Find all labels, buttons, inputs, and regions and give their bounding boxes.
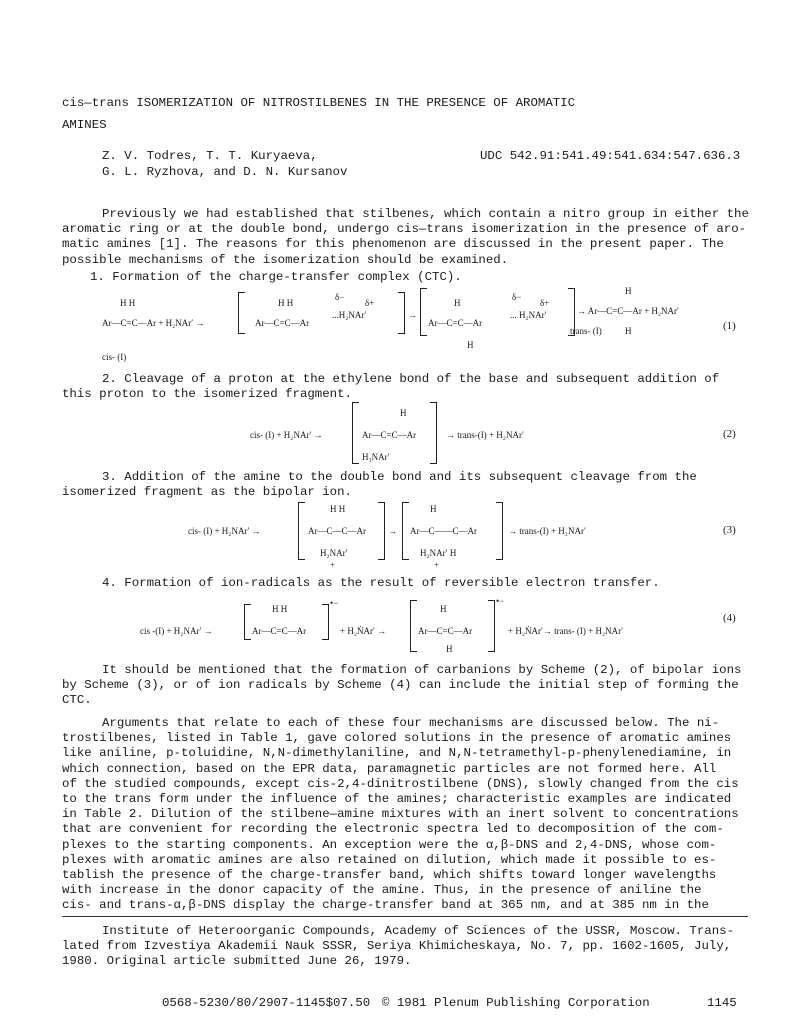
eq4-rhs: + H₂ṄAr′→ trans- (I) + H₂NAr′ — [508, 626, 624, 636]
step1-heading: 1. Formation of the charge-transfer complex (CTC). — [90, 270, 462, 284]
eq3-b1-body: Ar—C—C—Ar — [308, 526, 366, 536]
eq2-body: Ar—C=C—Ar — [362, 430, 417, 440]
eq3-bracket-open — [298, 502, 305, 560]
eq4-b1-top: H H — [272, 604, 288, 614]
paper-title-line1: cis—trans ISOMERIZATION OF NITROSTILBENES IN THE PRESENCE OF AROMATIC — [62, 96, 576, 110]
footnote-rule — [62, 916, 748, 917]
eq1-delta-plus-2: δ+ — [540, 298, 550, 308]
step3-line: 3. Addition of the amine to the double bond and its subsequent cleavage from the — [102, 470, 697, 484]
eq3-b2-top: H — [430, 504, 437, 514]
eq4-sign: •− — [330, 598, 339, 608]
eq3-b2-bottom: H₂NAr′ H — [420, 548, 457, 558]
note-line: CTC. — [62, 693, 92, 708]
eq1-c1-top: H H — [278, 298, 294, 308]
eq1-hh: H H — [120, 298, 136, 308]
footnote-line: 1980. Original article submitted June 26, 1979. — [62, 954, 412, 969]
intro-line: possible mechanisms of the isomerization should be examined. — [62, 252, 509, 267]
eq1-c2-body: Ar—C=C—Ar — [428, 318, 483, 328]
intro-line: aromatic ring or at the double bond, undergo cis—trans isomerization in the presence of aro- — [62, 222, 747, 237]
page-number: 1145 — [707, 996, 737, 1010]
note-paragraph — [62, 663, 752, 709]
args-line: trostilbenes, listed in Table 1, gave colored solutions in the presence of aromatic amines — [62, 731, 732, 746]
intro-paragraph — [62, 207, 752, 268]
eq4-b2-body: Ar—C=C—Ar — [418, 626, 473, 636]
eq1-bracket-close — [398, 292, 405, 334]
eq3-b1-top: H H — [330, 504, 346, 514]
args-line: cis- and trans-α,β-DNS display the charge-transfer band at 365 nm, and at 385 nm in the — [62, 898, 709, 913]
eq1-p-top: H — [625, 286, 632, 296]
eq4-number: (4) — [723, 612, 736, 624]
eq2-rhs: → trans-(I) + H₂NAr′ — [446, 430, 524, 440]
eq3-bracket2-close — [496, 502, 503, 560]
note-line: by Scheme (3), or of ion radicals by Scheme (4) can include the initial step of forming the — [62, 678, 739, 693]
eq3-b2-plus: + — [434, 560, 440, 570]
args-line: which connection, based on the EPR data, paramagnetic particles are not formed here. All — [62, 761, 717, 776]
eq4-b2-bottom: H — [446, 644, 453, 654]
eq2-bracket-close — [430, 402, 437, 464]
args-line: Arguments that relate to each of these four mechanisms are discussed below. The ni- — [102, 716, 720, 730]
args-line: plexes with aromatic amines are also retained on dilution, which made it possible to es- — [62, 852, 717, 867]
eq1-delta-minus: δ− — [335, 292, 345, 302]
step3-paragraph — [62, 470, 752, 500]
step3-line: isomerized fragment as the bipolar ion. — [62, 485, 352, 500]
footer-copyright: © 1981 Plenum Publishing Corporation — [382, 996, 650, 1010]
args-line: of the studied compounds, except cis-2,4-dinitrostilbene (DNS), slowly changed from the cis — [62, 776, 739, 791]
footnote-line: lated from Izvestiya Akademii Nauk SSSR, Seriya Khimicheskaya, No. 7, pp. 1602-1605, July, — [62, 939, 732, 954]
eq4-bracket-close — [322, 604, 329, 640]
eq4-mid: + H₂ṄAr′ → — [340, 626, 387, 636]
udc-code: UDC 542.91:541.49:541.634:547.636.3 — [480, 149, 741, 163]
eq1-bracket-open — [238, 292, 245, 334]
eq1-cis-label: cis- (I) — [102, 352, 127, 362]
args-line: in Table 2. Dilution of the stilbene—amine mixtures with an inert solvent to concentrations — [62, 807, 739, 822]
note-line: It should be mentioned that the formation of carbanions by Scheme (2), of bipolar ions — [102, 663, 742, 677]
eq3-rhs: → trans-(I) + H₂NAr′ — [508, 526, 586, 536]
step4-heading: 4. Formation of ion-radicals as the result of reversible electron transfer. — [102, 576, 660, 590]
args-line: like aniline, p-toluidine, N,N-dimethylaniline, and N,N-tetramethyl-p-phenylenediamine, in — [62, 746, 732, 761]
eq1-c2-amine: ... H₂NAr′ — [510, 310, 547, 320]
eq1-c1-body: Ar—C=C—Ar — [255, 318, 310, 328]
eq1-c1-amine: ...H₂NAr′ — [332, 310, 367, 320]
eq1-c2-bottom: H — [467, 340, 474, 350]
eq4-lhs: cis -(I) + H₂NAr′ → — [140, 626, 213, 636]
eq2-bracket-open — [352, 402, 359, 464]
eq2-number: (2) — [723, 428, 736, 440]
eq1-number: (1) — [723, 320, 736, 332]
eq4-bracket2-close — [488, 600, 495, 652]
step2-line: this proton to the isomerized fragment. — [62, 387, 352, 402]
eq4-bracket2-open — [410, 600, 417, 652]
step2-line: 2. Cleavage of a proton at the ethylene bond of the base and subsequent addition of — [102, 372, 720, 386]
eq3-bracket-close — [378, 502, 385, 560]
eq1-p-bottom: H — [625, 326, 632, 336]
eq1-trans-label: trans- (I) — [570, 326, 602, 336]
args-line: that are convenient for recording the electronic spectra led to decomposition of the com- — [62, 822, 724, 837]
eq4-bracket-open — [244, 604, 251, 640]
eq2-top: H — [400, 408, 407, 418]
footnote — [62, 924, 752, 970]
arguments-paragraph — [62, 716, 752, 914]
eq4-sign-2: •− — [496, 596, 505, 606]
eq1-delta-minus-2: δ− — [512, 292, 522, 302]
footnote-line: Institute of Heteroorganic Compounds, Academy of Sciences of the USSR, Moscow. Trans- — [102, 924, 735, 938]
eq1-bracket2-open — [420, 288, 427, 336]
eq1-delta-plus: δ+ — [365, 298, 375, 308]
eq3-bracket2-open — [402, 502, 409, 560]
args-line: to the trans form under the influence of the amines; characteristic examples are indicated — [62, 792, 732, 807]
eq3-arrow: → — [388, 526, 397, 536]
eq2-bottom: H₃NAr′ — [362, 452, 390, 462]
eq1-lhs: Ar—C=C—Ar + H₂NAr′ → — [102, 318, 205, 328]
eq3-lhs: cis- (I) + H₂NAr′ → — [188, 526, 261, 536]
footer-code: 0568-5230/80/2907-1145$07.50 — [162, 996, 371, 1010]
eq1-c2-top: H — [454, 298, 461, 308]
eq4-b2-top: H — [440, 604, 447, 614]
authors-line2: G. L. Ryzhova, and D. N. Kursanov — [102, 165, 348, 179]
intro-line: Previously we had established that stilbenes, which contain a nitro group in either the — [102, 207, 749, 221]
authors-line1: Z. V. Todres, T. T. Kuryaeva, — [102, 149, 318, 163]
eq1-product: → Ar—C=C—Ar + H₂NAr′ — [577, 306, 680, 316]
eq3-b2-body: Ar—C——C—Ar — [410, 526, 477, 536]
eq3-number: (3) — [723, 524, 736, 536]
args-line: plexes to the starting components. An exception were the α,β-DNS and 2,4-DNS, whose com- — [62, 837, 717, 852]
intro-line: matic amines [1]. The reasons for this phenomenon are discussed in the present paper. The — [62, 237, 724, 252]
args-line: with increase in the donor capacity of the amine. Thus, in the presence of aniline the — [62, 883, 702, 898]
eq2-lhs: cis- (I) + H₂NAr′ → — [250, 430, 323, 440]
eq3-b1-plus: + — [330, 560, 336, 570]
step2-paragraph — [62, 372, 752, 402]
eq4-b1-body: Ar—C=C—Ar — [252, 626, 307, 636]
eq3-b1-bottom: H₂NAr′ — [320, 548, 348, 558]
eq1-arrow: → — [408, 310, 417, 320]
paper-title-line2: AMINES — [62, 118, 107, 132]
args-line: tablish the presence of the charge-transfer band, which shifts toward longer wavelengths — [62, 868, 717, 883]
